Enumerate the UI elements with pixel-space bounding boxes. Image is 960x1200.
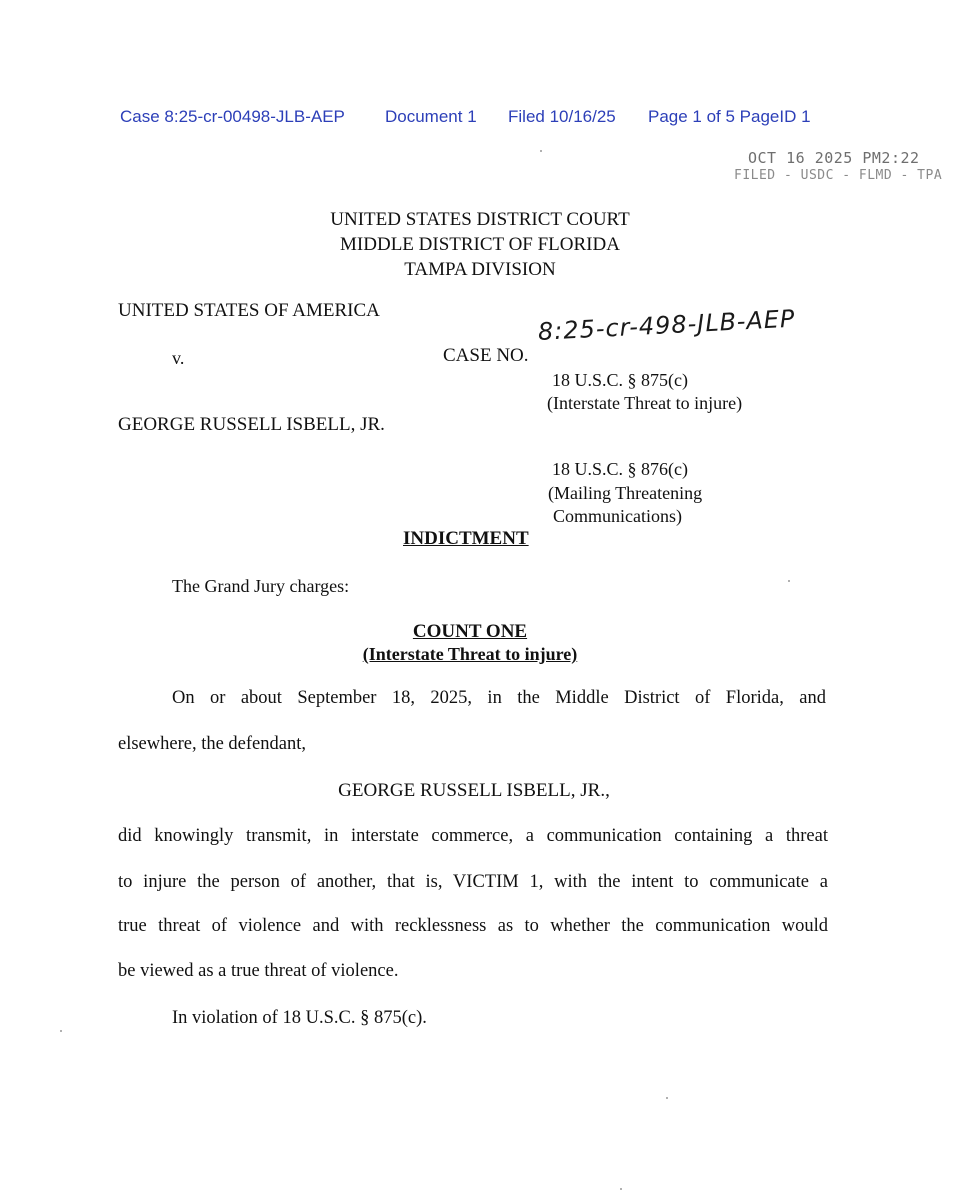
violation-statement: In violation of 18 U.S.C. § 875(c). (172, 1008, 427, 1028)
ecf-case-number: Case 8:25-cr-00498-JLB-AEP (120, 107, 345, 126)
statute-2-description-line1: (Mailing Threatening (548, 483, 703, 503)
statute-2-description-line2: Communications) (553, 506, 682, 526)
grand-jury-intro: The Grand Jury charges: (172, 576, 350, 596)
count-one-subtitle: (Interstate Threat to injure) (362, 644, 578, 664)
statute-2: 18 U.S.C. § 876(c) (552, 459, 688, 479)
filing-stamp-date: OCT 16 2025 PM2:22 (748, 149, 920, 167)
plaintiff-name: UNITED STATES OF AMERICA (118, 300, 380, 321)
court-division: TAMPA DIVISION (404, 259, 556, 280)
paragraph-1-line-1: On or about September 18, 2025, in the Middle District of Florida, and (172, 688, 826, 708)
count-one-title: COUNT ONE (412, 621, 528, 642)
paragraph-1-line-2: elsewhere, the defendant, (118, 734, 306, 754)
scan-speck (620, 1188, 622, 1190)
statute-1-description: (Interstate Threat to injure) (547, 393, 743, 413)
indictment-title: INDICTMENT (403, 528, 529, 549)
court-name: UNITED STATES DISTRICT COURT (330, 209, 630, 230)
versus: v. (172, 348, 185, 368)
paragraph-2-line-1: did knowingly transmit, in interstate commerce, a communication containing a threat (118, 826, 828, 846)
paragraph-2-line-3: true threat of violence and with recklessness as to whether the communication would (118, 916, 828, 936)
court-district: MIDDLE DISTRICT OF FLORIDA (340, 234, 620, 255)
defendant-name-body: GEORGE RUSSELL ISBELL, JR., (338, 780, 610, 801)
paragraph-2-line-2: to injure the person of another, that is, VICTIM 1, with the intent to communicate a (118, 872, 828, 892)
filing-stamp (734, 150, 942, 184)
scan-speck (666, 1097, 668, 1099)
case-number-label: CASE NO. (443, 345, 529, 366)
scan-speck (60, 1030, 62, 1032)
court-heading (0, 207, 960, 282)
scan-speck (540, 150, 542, 152)
paragraph-2-line-4: be viewed as a true threat of violence. (118, 961, 399, 981)
ecf-document-number: Document 1 (385, 107, 477, 126)
statute-1: 18 U.S.C. § 875(c) (552, 370, 688, 390)
defendant-name-caption: GEORGE RUSSELL ISBELL, JR. (118, 414, 385, 435)
filing-stamp-court: FILED - USDC - FLMD - TPA (734, 168, 943, 183)
ecf-filed-date: Filed 10/16/25 (508, 107, 616, 126)
case-number-handwritten: 8:25-cr-498-JLB-AEP (537, 304, 797, 346)
ecf-page-info: Page 1 of 5 PageID 1 (648, 107, 811, 126)
scan-speck (788, 580, 790, 582)
